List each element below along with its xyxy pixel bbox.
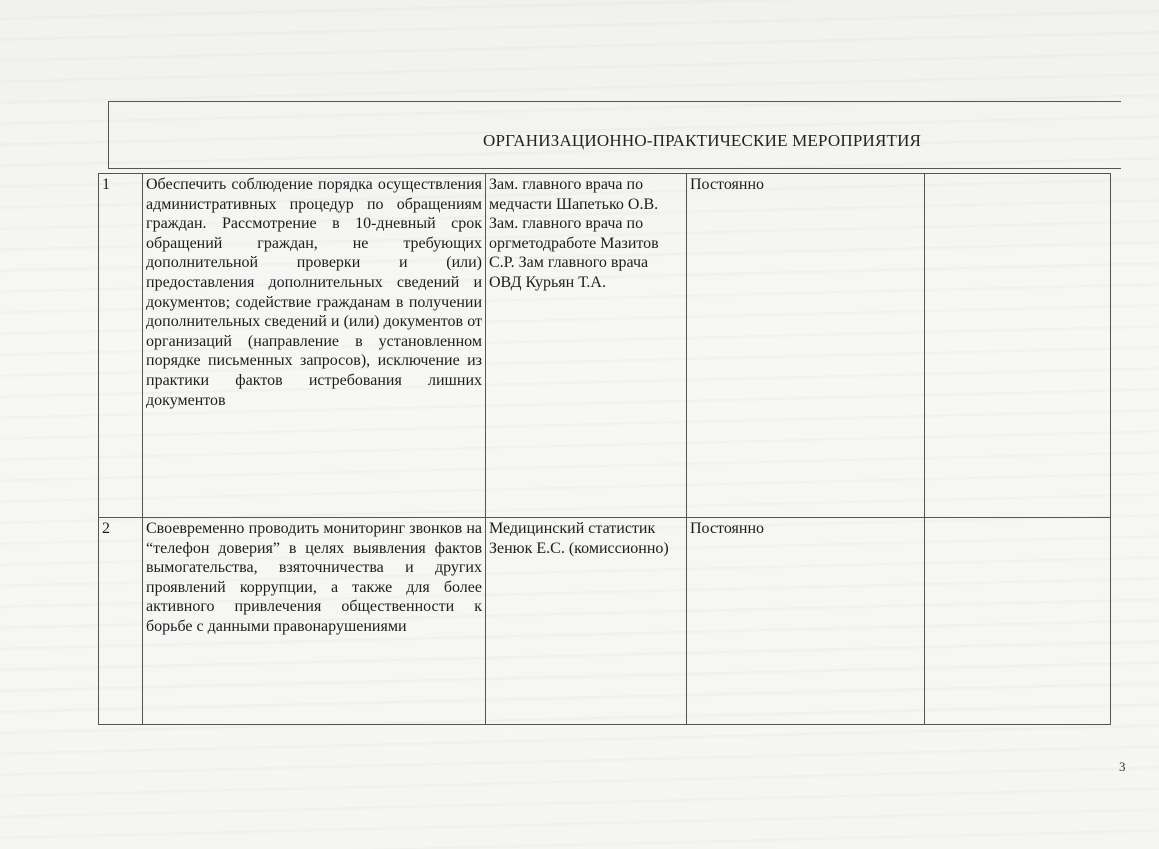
row-number: 2	[99, 518, 143, 725]
measure-description: Своевременно проводить мониторинг звонков на “телефон доверия” в целях выявления фактов вымогательства, взяточничества и других проявлений коррупции, а также для более активного привлечения общественности к борьбе с данными правонарушениями	[143, 518, 486, 725]
responsible-persons: Зам. главного врача по медчасти Шапетько О.В. Зам. главного врача по оргметодработе Мазитов С.Р. Зам главного врача ОВД Курьян Т.А.	[486, 174, 687, 518]
execution-term: Постоянно	[687, 518, 925, 725]
table-row	[99, 518, 1111, 725]
note-cell	[925, 518, 1111, 725]
responsible-persons: Медицинский статистик Зенюк Е.С. (комиссионно)	[486, 518, 687, 725]
table-row	[99, 174, 1111, 518]
measures-table	[98, 173, 1111, 725]
note-cell	[925, 174, 1111, 518]
page-number: 3	[1119, 759, 1126, 774]
execution-term: Постоянно	[687, 174, 925, 518]
measure-description: Обеспечить соблюдение порядка осуществления административных процедур по обращениям граждан. Рассмотрение в 10-дневный срок обращений граждан, не требующих дополнительной проверки и (или) предоставления дополнительных сведений и документов; содействие гражданам в получении дополнительных сведений и (или) документов от организаций (направление в установленном порядке письменных запросов), исключение из практики фактов истребования лишних документов	[143, 174, 486, 518]
section-title: ОРГАНИЗАЦИОННО-ПРАКТИЧЕСКИЕ МЕРОПРИЯТИЯ	[483, 131, 922, 150]
row-number: 1	[99, 174, 143, 518]
